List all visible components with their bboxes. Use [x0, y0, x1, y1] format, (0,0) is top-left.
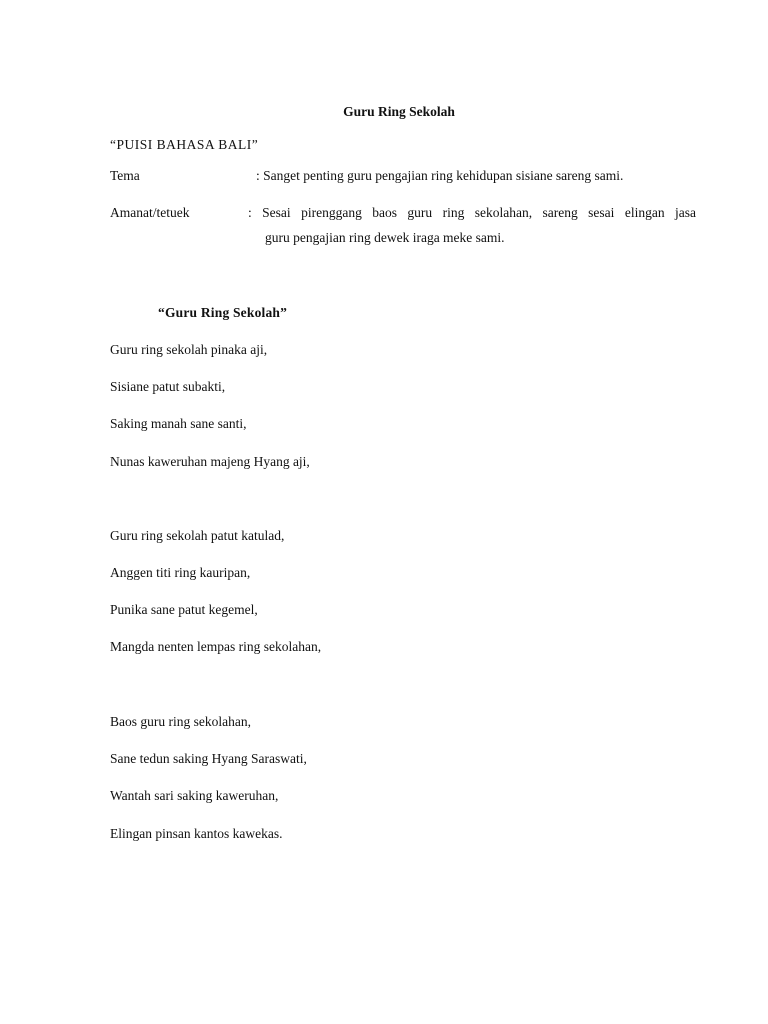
poem-line: Guru ring sekolah patut katulad,: [110, 528, 285, 543]
poem-line: Wantah sari saking kaweruhan,: [110, 788, 279, 803]
amanat-value-line-1: : Sesai pirenggang baos guru ring sekolahan, sareng sesai elingan jasa: [248, 205, 696, 220]
poem-line: Nunas kaweruhan majeng Hyang aji,: [110, 454, 310, 469]
tema-label: Tema: [110, 168, 140, 183]
poem-line: Sisiane patut subakti,: [110, 379, 226, 394]
amanat-value-line-2: guru pengajian ring dewek iraga meke sami.: [265, 230, 505, 245]
document-title: Guru Ring Sekolah: [343, 104, 455, 119]
document-subtitle: “PUISI BAHASA BALI”: [110, 137, 259, 152]
poem-line: Sane tedun saking Hyang Saraswati,: [110, 751, 307, 766]
tema-value: : Sanget penting guru pengajian ring kehidupan sisiane sareng sami.: [256, 168, 624, 183]
poem-line: Elingan pinsan kantos kawekas.: [110, 826, 283, 841]
poem-line: Punika sane patut kegemel,: [110, 602, 258, 617]
poem-line: Saking manah sane santi,: [110, 416, 247, 431]
poem-line: Anggen titi ring kauripan,: [110, 565, 251, 580]
poem-line: Mangda nenten lempas ring sekolahan,: [110, 639, 322, 654]
poem-line: Guru ring sekolah pinaka aji,: [110, 342, 268, 357]
poem-line: Baos guru ring sekolahan,: [110, 714, 251, 729]
poem-title: “Guru Ring Sekolah”: [158, 305, 288, 320]
amanat-label: Amanat/tetuek: [110, 205, 190, 220]
